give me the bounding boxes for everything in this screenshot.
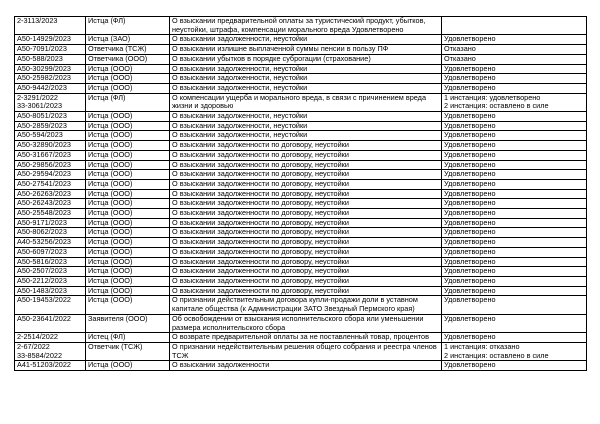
table-row — [15, 267, 587, 277]
case-number-cell: А50-2212/2023 — [15, 276, 86, 286]
party-role-cell: Заявителя (ООО) — [86, 314, 170, 332]
case-result-cell: Удовлетворено — [442, 150, 587, 160]
case-result-cell — [442, 17, 587, 35]
case-result-cell: Удовлетворено — [442, 112, 587, 122]
party-role-cell: Истца (ЗАО) — [86, 35, 170, 45]
party-role-cell: Истца (ООО) — [86, 121, 170, 131]
table-row — [15, 342, 587, 360]
case-result-cell: Удовлетворено — [442, 218, 587, 228]
case-number-cell: А50-594/2023 — [15, 131, 86, 141]
table-row — [15, 54, 587, 64]
party-role-cell: Истца (ООО) — [86, 276, 170, 286]
case-subject-cell: О взыскании задолженности, неустойки — [170, 121, 442, 131]
party-role-cell: Истца (ООО) — [86, 131, 170, 141]
table-row — [15, 333, 587, 343]
case-number-cell: 2-67/2022 33-8584/2022 — [15, 342, 86, 360]
case-number-cell: А50-7091/2023 — [15, 45, 86, 55]
case-number-cell: А50-9442/2023 — [15, 83, 86, 93]
table-row — [15, 45, 587, 55]
case-number-cell: А50-8062/2023 — [15, 228, 86, 238]
case-number-cell: А50-8051/2023 — [15, 112, 86, 122]
table-row — [15, 257, 587, 267]
case-number-cell: А50-26243/2023 — [15, 199, 86, 209]
case-result-cell: Удовлетворено — [442, 179, 587, 189]
case-subject-cell: О взыскании убытков в порядке суброгации (страхование) — [170, 54, 442, 64]
case-subject-cell: О взыскании задолженности, неустойки — [170, 35, 442, 45]
case-result-cell: Удовлетворено — [442, 296, 587, 314]
party-role-cell: Истца (ООО) — [86, 296, 170, 314]
case-number-cell: А50-32890/2023 — [15, 141, 86, 151]
case-number-cell: А50-9171/2023 — [15, 218, 86, 228]
party-role-cell: Истца (ООО) — [86, 209, 170, 219]
case-number-cell: 2-3113/2023 — [15, 17, 86, 35]
table-row — [15, 17, 587, 35]
case-number-cell: 2-2514/2022 — [15, 333, 86, 343]
case-result-cell: Удовлетворено — [442, 64, 587, 74]
case-subject-cell: О взыскании предварительной оплаты за туристический продукт, убытков, неустойки, штрафа, компенсации морального вреда Удовлетворено — [170, 17, 442, 35]
case-number-cell: 2-3291/2022 33-3061/2023 — [15, 93, 86, 111]
table-row — [15, 121, 587, 131]
party-role-cell: Истца (ООО) — [86, 228, 170, 238]
case-result-cell: Удовлетворено — [442, 209, 587, 219]
case-number-cell: А41-51203/2022 — [15, 361, 86, 371]
case-result-cell: Удовлетворено — [442, 333, 587, 343]
case-result-cell: Удовлетворено — [442, 247, 587, 257]
party-role-cell: Истца (ООО) — [86, 160, 170, 170]
party-role-cell: Истца (ООО) — [86, 218, 170, 228]
case-subject-cell: О взыскании задолженности по договору, неустойки — [170, 257, 442, 267]
case-result-cell: Удовлетворено — [442, 257, 587, 267]
case-result-cell: Удовлетворено — [442, 361, 587, 371]
party-role-cell: Ответчик (ТСЖ) — [86, 342, 170, 360]
party-role-cell: Истца (ООО) — [86, 361, 170, 371]
party-role-cell: Истца (ООО) — [86, 179, 170, 189]
case-subject-cell: О взыскании задолженности по договору, неустойки — [170, 276, 442, 286]
party-role-cell: Ответчика (ТСЖ) — [86, 45, 170, 55]
case-result-cell: Удовлетворено — [442, 189, 587, 199]
case-result-cell: Удовлетворено — [442, 199, 587, 209]
case-subject-cell: О взыскании задолженности, неустойки — [170, 112, 442, 122]
table-row — [15, 209, 587, 219]
table-row — [15, 131, 587, 141]
table-row — [15, 189, 587, 199]
case-subject-cell: О компенсации ущерба и морального вреда, в связи с причинением вреда жизни и здоровью — [170, 93, 442, 111]
table-row — [15, 361, 587, 371]
table-row — [15, 247, 587, 257]
case-number-cell: А50-14929/2023 — [15, 35, 86, 45]
case-number-cell: А50-30299/2023 — [15, 64, 86, 74]
case-subject-cell: О взыскании задолженности, неустойки — [170, 64, 442, 74]
party-role-cell: Ответчика (ООО) — [86, 54, 170, 64]
case-subject-cell: О взыскании задолженности по договору, неустойки — [170, 247, 442, 257]
case-result-cell: 1 инстанция: удовлетворено 2 инстанция: оставлено в силе — [442, 93, 587, 111]
case-subject-cell: О признании недействительным решения общего собрания и реестра членов ТСЖ — [170, 342, 442, 360]
case-result-cell: Удовлетворено — [442, 267, 587, 277]
case-result-cell: Удовлетворено — [442, 314, 587, 332]
case-number-cell: А50-1483/2023 — [15, 286, 86, 296]
party-role-cell: Истца (ФЛ) — [86, 17, 170, 35]
party-role-cell: Истца (ООО) — [86, 150, 170, 160]
case-result-cell: Удовлетворено — [442, 141, 587, 151]
case-result-cell: Удовлетворено — [442, 160, 587, 170]
case-number-cell: А50-2859/2023 — [15, 121, 86, 131]
case-result-cell: Удовлетворено — [442, 83, 587, 93]
party-role-cell: Истца (ООО) — [86, 141, 170, 151]
case-subject-cell: О взыскании задолженности по договору, неустойки — [170, 199, 442, 209]
case-number-cell: А50-588/2023 — [15, 54, 86, 64]
party-role-cell: Истец (ФЛ) — [86, 333, 170, 343]
table-row — [15, 199, 587, 209]
table-row — [15, 296, 587, 314]
party-role-cell: Истца (ООО) — [86, 112, 170, 122]
case-subject-cell: О взыскании задолженности по договору, неустойки — [170, 189, 442, 199]
case-subject-cell: О взыскании задолженности, неустойки — [170, 74, 442, 84]
table-row — [15, 160, 587, 170]
case-subject-cell: О взыскании задолженности по договору, неустойки — [170, 141, 442, 151]
case-subject-cell: О взыскании задолженности по договору, неустойки — [170, 286, 442, 296]
party-role-cell: Истца (ООО) — [86, 238, 170, 248]
case-subject-cell: О взыскании задолженности по договору, неустойки — [170, 218, 442, 228]
case-number-cell: А50-29594/2023 — [15, 170, 86, 180]
case-subject-cell: О взыскании задолженности по договору, неустойки — [170, 209, 442, 219]
case-subject-cell: О взыскании задолженности по договору, неустойки — [170, 228, 442, 238]
case-subject-cell: О взыскании задолженности по договору, неустойки — [170, 170, 442, 180]
table-row — [15, 228, 587, 238]
case-result-cell: Отказано — [442, 45, 587, 55]
table-row — [15, 286, 587, 296]
case-subject-cell: О возврате предварительной оплаты за не поставленный товар, процентов — [170, 333, 442, 343]
table-row — [15, 141, 587, 151]
case-result-cell: Удовлетворено — [442, 74, 587, 84]
case-result-cell: Удовлетворено — [442, 121, 587, 131]
case-subject-cell: О взыскании задолженности, неустойки — [170, 83, 442, 93]
case-number-cell: А50-25548/2023 — [15, 209, 86, 219]
case-result-cell: Удовлетворено — [442, 228, 587, 238]
case-number-cell: А50-2507/2023 — [15, 267, 86, 277]
table-row — [15, 74, 587, 84]
table-row — [15, 170, 587, 180]
case-result-cell: Удовлетворено — [442, 238, 587, 248]
case-result-cell: Удовлетворено — [442, 286, 587, 296]
table-row — [15, 218, 587, 228]
table-row — [15, 83, 587, 93]
case-number-cell: А50-31667/2023 — [15, 150, 86, 160]
case-result-cell: Удовлетворено — [442, 35, 587, 45]
table-row — [15, 93, 587, 111]
table-body — [15, 17, 587, 371]
document-page — [14, 16, 587, 371]
table-row — [15, 64, 587, 74]
case-subject-cell: О взыскании излишне выплаченной суммы пенсии в пользу ПФ — [170, 45, 442, 55]
case-number-cell: А50-27541/2023 — [15, 179, 86, 189]
party-role-cell: Истца (ООО) — [86, 74, 170, 84]
case-subject-cell: О взыскании задолженности по договору, неустойки — [170, 267, 442, 277]
case-result-cell: Удовлетворено — [442, 170, 587, 180]
party-role-cell: Истца (ООО) — [86, 257, 170, 267]
party-role-cell: Истца (ООО) — [86, 199, 170, 209]
table-row — [15, 276, 587, 286]
case-number-cell: А50-26263/2023 — [15, 189, 86, 199]
table-row — [15, 35, 587, 45]
case-subject-cell: О взыскании задолженности по договору, неустойки — [170, 150, 442, 160]
case-subject-cell: О взыскании задолженности по договору, неустойки — [170, 179, 442, 189]
case-number-cell: А50-6097/2023 — [15, 247, 86, 257]
party-role-cell: Истца (ФЛ) — [86, 93, 170, 111]
table-row — [15, 112, 587, 122]
court-cases-table — [14, 16, 587, 371]
party-role-cell: Истца (ООО) — [86, 170, 170, 180]
case-subject-cell: О взыскании задолженности по договору, неустойки — [170, 160, 442, 170]
case-result-cell: Отказано — [442, 54, 587, 64]
table-row — [15, 314, 587, 332]
party-role-cell: Истца (ООО) — [86, 83, 170, 93]
case-subject-cell: О взыскании задолженности, неустойки — [170, 131, 442, 141]
case-subject-cell: Об освобождении от взыскания исполнительского сбора или уменьшении размера исполнительского сбора — [170, 314, 442, 332]
party-role-cell: Истца (ООО) — [86, 286, 170, 296]
case-subject-cell: О взыскании задолженности — [170, 361, 442, 371]
case-result-cell: Удовлетворено — [442, 131, 587, 141]
case-subject-cell: О признании действительным договора купли-продажи доли в уставном капитале общества (к Администрации ЗАТО Звездный Пермского края) — [170, 296, 442, 314]
case-subject-cell: О взыскании задолженности по договору, неустойки — [170, 238, 442, 248]
case-number-cell: А50-23641/2022 — [15, 314, 86, 332]
case-result-cell: 1 инстанция: отказано 2 инстанция: оставлено в силе — [442, 342, 587, 360]
party-role-cell: Истца (ООО) — [86, 189, 170, 199]
case-number-cell: А40-53256/2023 — [15, 238, 86, 248]
case-number-cell: А50-5816/2023 — [15, 257, 86, 267]
party-role-cell: Истца (ООО) — [86, 64, 170, 74]
case-number-cell: А50-29856/2023 — [15, 160, 86, 170]
case-result-cell: Удовлетворено — [442, 276, 587, 286]
case-number-cell: А50-19453/2022 — [15, 296, 86, 314]
party-role-cell: Истца (ООО) — [86, 247, 170, 257]
case-number-cell: А50-25982/2023 — [15, 74, 86, 84]
table-row — [15, 238, 587, 248]
table-row — [15, 179, 587, 189]
table-row — [15, 150, 587, 160]
party-role-cell: Истца (ООО) — [86, 267, 170, 277]
